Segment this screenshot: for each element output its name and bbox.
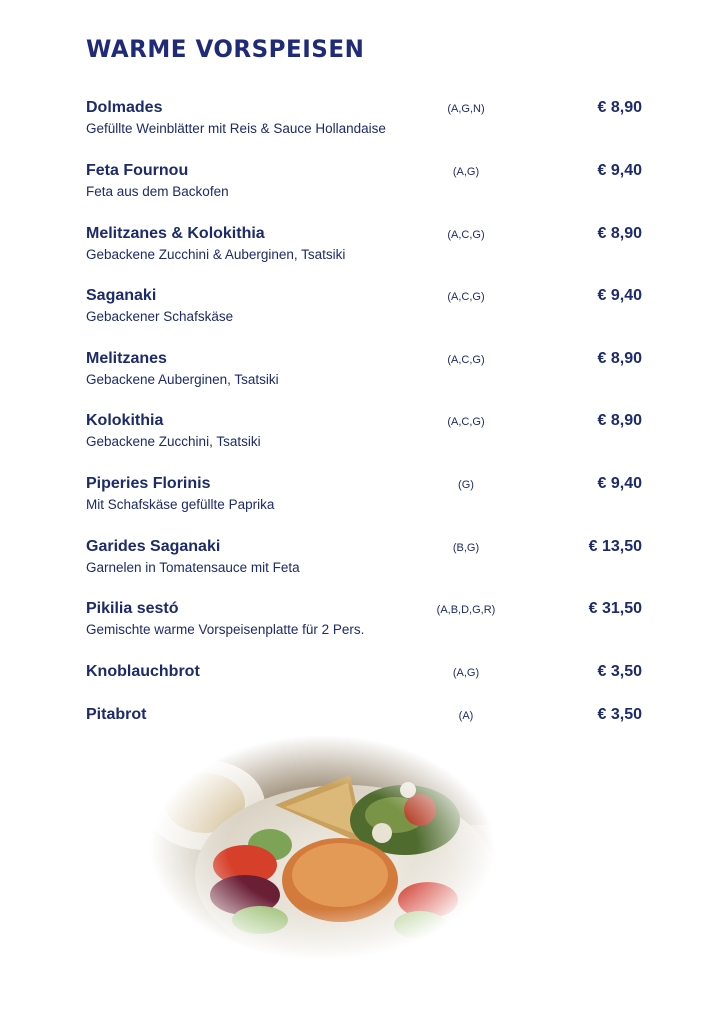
- menu-item: [86, 600, 666, 644]
- food-photo: [150, 735, 495, 960]
- dish-description: Gebackener Schafskäse: [86, 309, 234, 324]
- dish-allergens: (A): [458, 710, 474, 722]
- dish-allergens: (B,G): [452, 542, 480, 554]
- dish-price: € 31,50: [588, 600, 642, 617]
- menu-item: [86, 475, 666, 519]
- dish-allergens: (A,C,G): [447, 229, 485, 241]
- dish-description: Mit Schafskäse gefüllte Paprika: [86, 497, 275, 512]
- dish-name: Dolmades: [86, 99, 163, 116]
- menu-item: [86, 663, 666, 707]
- menu-item: [86, 287, 666, 331]
- dish-description: Gebackene Zucchini, Tsatsiki: [86, 434, 261, 449]
- menu-item: [86, 350, 666, 394]
- dish-price: € 8,90: [597, 99, 642, 116]
- menu-item: [86, 412, 666, 456]
- dish-name: Saganaki: [86, 287, 157, 304]
- dish-name: Melitzanes: [86, 350, 167, 367]
- dish-description: Gemischte warme Vorspeisenplatte für 2 Pers.: [86, 622, 365, 637]
- dish-description: Gebackene Auberginen, Tsatsiki: [86, 372, 279, 387]
- menu-item: [86, 99, 666, 143]
- dish-name: Pikilia sestó: [86, 600, 179, 617]
- dish-name: Pitabrot: [86, 706, 147, 723]
- dish-name: Melitzanes & Kolokithia: [86, 225, 265, 242]
- menu-item: [86, 538, 666, 582]
- dish-price: € 8,90: [597, 350, 642, 367]
- dish-allergens: (A,C,G): [447, 291, 485, 303]
- dish-price: € 3,50: [597, 706, 642, 723]
- dish-name: Knoblauchbrot: [86, 663, 200, 680]
- dish-allergens: (A,G,N): [447, 103, 485, 115]
- dish-description: Feta aus dem Backofen: [86, 184, 229, 199]
- dish-price: € 9,40: [597, 162, 642, 179]
- dish-description: Garnelen in Tomatensauce mit Feta: [86, 560, 300, 575]
- menu-item: [86, 162, 666, 206]
- dish-allergens: (G): [458, 479, 474, 491]
- dish-description: Gefüllte Weinblätter mit Reis & Sauce Hollandaise: [86, 121, 386, 136]
- section-title: WARME VORSPEISEN: [86, 36, 365, 64]
- dish-price: € 9,40: [597, 287, 642, 304]
- dish-price: € 13,50: [588, 538, 642, 555]
- dish-name: Garides Saganaki: [86, 538, 221, 555]
- dish-price: € 8,90: [597, 412, 642, 429]
- dish-price: € 3,50: [597, 663, 642, 680]
- menu-item: [86, 225, 666, 269]
- dish-name: Piperies Florinis: [86, 475, 211, 492]
- dish-allergens: (A,C,G): [447, 354, 485, 366]
- dish-price: € 8,90: [597, 225, 642, 242]
- dish-name: Kolokithia: [86, 412, 164, 429]
- dish-allergens: (A,G): [452, 667, 480, 679]
- dish-allergens: (A,B,D,G,R): [436, 604, 496, 616]
- dish-description: Gebackene Zucchini & Auberginen, Tsatsiki: [86, 247, 346, 262]
- dish-allergens: (A,G): [452, 166, 480, 178]
- dish-allergens: (A,C,G): [447, 416, 485, 428]
- dish-name: Feta Fournou: [86, 162, 189, 179]
- dish-price: € 9,40: [597, 475, 642, 492]
